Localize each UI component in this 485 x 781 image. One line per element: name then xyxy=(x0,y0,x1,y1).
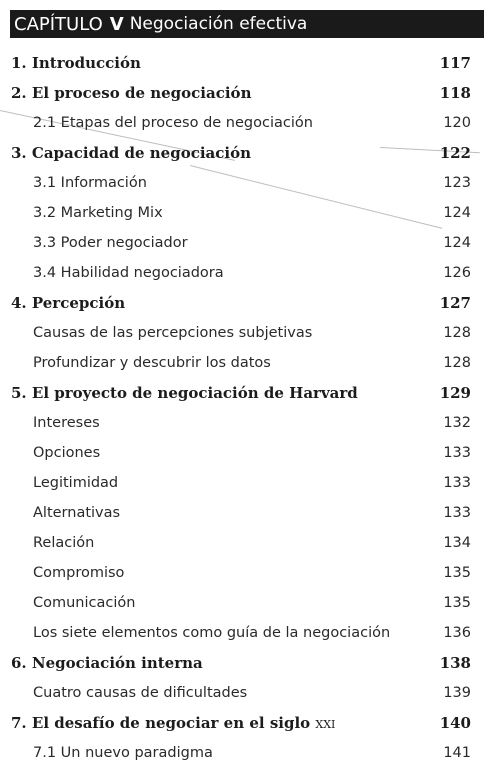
toc-subsection-entry xyxy=(33,112,471,134)
toc-page-number: 139 xyxy=(443,685,471,701)
chapter-number: V xyxy=(109,13,124,35)
toc-page-number: 117 xyxy=(439,54,471,72)
toc-subsection-entry xyxy=(33,622,471,644)
toc-page-number: 124 xyxy=(443,205,471,221)
toc-page-number: 118 xyxy=(439,84,471,102)
toc-entry-text: Profundizar y descubrir los datos xyxy=(33,355,271,371)
toc-entry-text: Opciones xyxy=(33,445,101,461)
toc-page-number: 132 xyxy=(443,415,471,431)
toc-page-number: 140 xyxy=(439,714,471,732)
toc-entry-text: 3.4 Habilidad negociadora xyxy=(33,265,224,281)
toc-entry-label xyxy=(11,144,440,162)
toc-entry-label xyxy=(33,265,443,281)
toc-subsection-entry xyxy=(33,472,471,494)
toc-subsection-entry xyxy=(33,682,471,704)
toc-page-number: 133 xyxy=(443,505,471,521)
toc-entry-label xyxy=(11,54,440,72)
toc-page-number: 127 xyxy=(439,294,471,312)
toc-entry-label xyxy=(33,235,443,251)
chapter-header xyxy=(10,10,484,38)
toc-entry-text: 7.1 Un nuevo paradigma xyxy=(33,745,213,761)
toc-entry-label xyxy=(11,384,440,402)
toc-entry-text: 3. Capacidad de negociación xyxy=(11,144,251,162)
toc-page-number: 141 xyxy=(443,745,471,761)
chapter-label: CAPÍTULO xyxy=(14,13,103,35)
toc-entry-label xyxy=(33,535,443,551)
toc-subsection-entry xyxy=(33,352,471,374)
toc-entry-text: Alternativas xyxy=(33,505,121,521)
toc-entry-text: Causas de las percepciones subjetivas xyxy=(33,325,313,341)
toc-entry-label xyxy=(11,84,440,102)
toc-entry-label xyxy=(33,415,443,431)
toc-entry-text: Relación xyxy=(33,535,95,551)
toc-subsection-entry xyxy=(33,592,471,614)
toc-entry-label xyxy=(33,625,443,641)
toc-subsection-entry xyxy=(33,322,471,344)
toc-section-entry xyxy=(11,292,471,314)
toc-entry-text: Comunicación xyxy=(33,595,136,611)
toc-entry-label xyxy=(11,654,440,672)
toc-subsection-entry xyxy=(33,742,471,764)
toc-subsection-entry xyxy=(33,262,471,284)
toc-section-entry xyxy=(11,52,471,74)
toc-entry-text: Legitimidad xyxy=(33,475,119,491)
toc-page-number: 133 xyxy=(443,475,471,491)
toc-subsection-entry xyxy=(33,532,471,554)
toc-page-number: 128 xyxy=(443,325,471,341)
toc-entry-text: 6. Negociación interna xyxy=(11,654,203,672)
toc-entry-label xyxy=(33,115,443,131)
toc-entry-text: 3.2 Marketing Mix xyxy=(33,205,163,221)
toc-section-entry xyxy=(11,82,471,104)
toc-entry-text: 7. El desafío de negociar en el siglo xyxy=(11,714,311,732)
toc-entry-text: 3.3 Poder negociador xyxy=(33,235,188,251)
toc-entry-suffix: XXI xyxy=(315,718,336,731)
toc-entry-label xyxy=(33,205,443,221)
toc-subsection-entry xyxy=(33,502,471,524)
chapter-title: Negociación efectiva xyxy=(129,14,308,34)
toc-entry-text: 5. El proyecto de negociación de Harvard xyxy=(11,384,358,402)
toc-entry-label xyxy=(33,565,443,581)
toc-page-number: 123 xyxy=(443,175,471,191)
toc-subsection-entry xyxy=(33,172,471,194)
toc-entry-label xyxy=(11,294,440,312)
toc-entry-text: 2. El proceso de negociación xyxy=(11,84,252,102)
toc-page-number: 124 xyxy=(443,235,471,251)
toc-section-entry xyxy=(11,712,471,734)
toc-subsection-entry xyxy=(33,202,471,224)
toc-page-number: 122 xyxy=(439,144,471,162)
toc-subsection-entry xyxy=(33,412,471,434)
toc-entry-label xyxy=(33,445,443,461)
toc-page-number: 126 xyxy=(443,265,471,281)
toc-entry-label xyxy=(33,595,443,611)
toc-page-number: 135 xyxy=(443,565,471,581)
toc-page-number: 128 xyxy=(443,355,471,371)
toc-page-number: 120 xyxy=(443,115,471,131)
toc-entry-text: Cuatro causas de dificultades xyxy=(33,685,248,701)
toc-entry-text: Intereses xyxy=(33,415,100,431)
toc-entry-label xyxy=(33,475,443,491)
toc-subsection-entry xyxy=(33,232,471,254)
toc-section-entry xyxy=(11,382,471,404)
toc-page-number: 133 xyxy=(443,445,471,461)
toc-subsection-entry xyxy=(33,562,471,584)
toc-entry-label xyxy=(33,505,443,521)
toc-entry-text: Los siete elementos como guía de la negociación xyxy=(33,625,391,641)
toc-subsection-entry xyxy=(33,442,471,464)
toc-section-entry xyxy=(11,652,471,674)
toc-page-number: 136 xyxy=(443,625,471,641)
toc-page-number: 135 xyxy=(443,595,471,611)
toc-entry-label xyxy=(33,355,443,371)
toc-entry-text: 1. Introducción xyxy=(11,54,141,72)
toc-page-number: 129 xyxy=(439,384,471,402)
toc-page-number: 134 xyxy=(443,535,471,551)
toc-entry-label xyxy=(33,685,443,701)
toc-entry-text: 4. Percepción xyxy=(11,294,126,312)
toc-section-entry xyxy=(11,142,471,164)
toc-entry-text: 3.1 Información xyxy=(33,175,147,191)
toc-entry-label xyxy=(33,745,443,761)
toc-entry-text: Compromiso xyxy=(33,565,125,581)
toc-entry-label xyxy=(33,175,443,191)
toc-entry-label xyxy=(33,325,443,341)
toc-entry-label xyxy=(11,714,440,732)
toc-page-number: 138 xyxy=(439,654,471,672)
toc-entry-text: 2.1 Etapas del proceso de negociación xyxy=(33,115,313,131)
